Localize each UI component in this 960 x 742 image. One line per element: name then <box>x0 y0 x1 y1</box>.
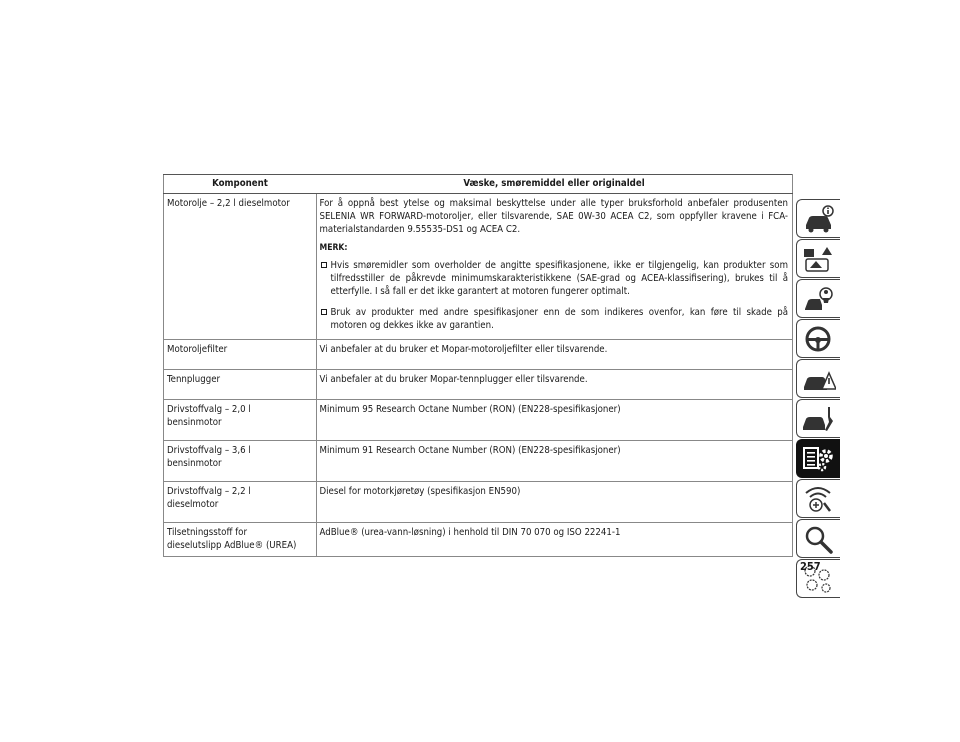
component-cell: Motorolje – 2,2 l dieselmotor <box>164 194 317 340</box>
table-row <box>164 370 793 400</box>
multimedia-icon <box>800 483 836 515</box>
safety-airbag-icon <box>800 283 836 315</box>
header-component: Komponent <box>164 175 317 194</box>
table-row <box>164 400 793 441</box>
table-row <box>164 441 793 482</box>
component-line: Drivstoffvalg – 2,0 l <box>167 404 251 415</box>
list-item <box>320 306 789 332</box>
tab-warning-lights[interactable] <box>796 239 840 278</box>
car-info-icon <box>800 203 836 235</box>
bullet-text: Hvis smøremidler som overholder de angitte spesifikasjonene, ikke er tilgjengelig, kan produkter som tilfredsstiller de påkrevde minimumskarakteristikkene (SAE-grad og ACEA-klassifisering), brukes til å etterfylle. I så fall er det ikke garantert at motoren fungerer optimalt. <box>330 260 788 297</box>
table-row <box>164 340 793 370</box>
list-item <box>320 259 789 298</box>
search-icon <box>800 523 836 555</box>
description-cell: Diesel for motorkjøretøy (spesifikasjon EN590) <box>316 482 793 523</box>
component-line: Drivstoffvalg – 3,6 l <box>167 445 251 456</box>
table-row <box>164 482 793 523</box>
component-cell <box>164 400 317 441</box>
tab-service[interactable] <box>796 399 840 438</box>
note-label: MERK: <box>319 243 348 253</box>
header-fluid: Væske, smøremiddel eller originaldel <box>316 175 793 194</box>
checkbox-bullet-icon <box>321 262 327 268</box>
component-line: Tilsetningsstoff for <box>167 527 247 538</box>
component-cell <box>164 523 317 557</box>
component-cell <box>164 482 317 523</box>
description-cell: Minimum 91 Research Octane Number (RON) (EN228-spesifikasjoner) <box>316 441 793 482</box>
tab-emergency[interactable] <box>796 359 840 398</box>
specifications-icon <box>800 443 836 475</box>
warning-lights-icon <box>800 243 836 275</box>
tab-search[interactable] <box>796 519 840 558</box>
checkbox-bullet-icon <box>321 309 327 315</box>
steering-wheel-icon <box>800 323 836 355</box>
specifications-table <box>163 174 793 557</box>
component-line: bensinmotor <box>167 458 222 469</box>
description-cell: AdBlue® (urea-vann-løsning) i henhold til DIN 70 070 og ISO 22241-1 <box>316 523 793 557</box>
component-line: dieselmotor <box>167 499 219 510</box>
description-text: For å oppnå best ytelse og maksimal beskyttelse under alle typer bruksforhold anbefaler produsenten SELENIA WR FORWARD-motoroljer, eller tilsvarende, SAE 0W-30 ACEA C2, som oppfyller kravene i FCA-materialstandarden 9.55535-DS1 og ACEA C2. <box>319 198 788 235</box>
service-icon <box>800 403 836 435</box>
tab-multimedia[interactable] <box>796 479 840 518</box>
description-cell: Vi anbefaler at du bruker Mopar-tennplugger eller tilsvarende. <box>316 370 793 400</box>
emergency-icon <box>800 363 836 395</box>
table-row <box>164 523 793 557</box>
bullet-text: Bruk av produkter med andre spesifikasjoner enn de som indikeres ovenfor, kan føre til skade på motoren og dekkes ikke av garantien. <box>330 307 788 331</box>
component-line: Drivstoffvalg – 2,2 l <box>167 486 251 497</box>
page-number: 257 <box>800 560 821 573</box>
component-line: bensinmotor <box>167 417 222 428</box>
description-cell: Vi anbefaler at du bruker et Mopar-motoroljefilter eller tilsvarende. <box>316 340 793 370</box>
component-cell: Tennplugger <box>164 370 317 400</box>
tab-safety[interactable] <box>796 279 840 318</box>
table-header-row <box>164 175 793 194</box>
component-cell <box>164 441 317 482</box>
tab-driving[interactable] <box>796 319 840 358</box>
tab-specifications[interactable] <box>796 439 840 478</box>
component-line: dieselutslipp AdBlue® (UREA) <box>167 540 297 551</box>
component-cell: Motoroljefilter <box>164 340 317 370</box>
tab-car-info[interactable] <box>796 199 840 238</box>
table-row <box>164 194 793 340</box>
description-cell <box>316 194 793 340</box>
description-cell: Minimum 95 Research Octane Number (RON) (EN228-spesifikasjoner) <box>316 400 793 441</box>
